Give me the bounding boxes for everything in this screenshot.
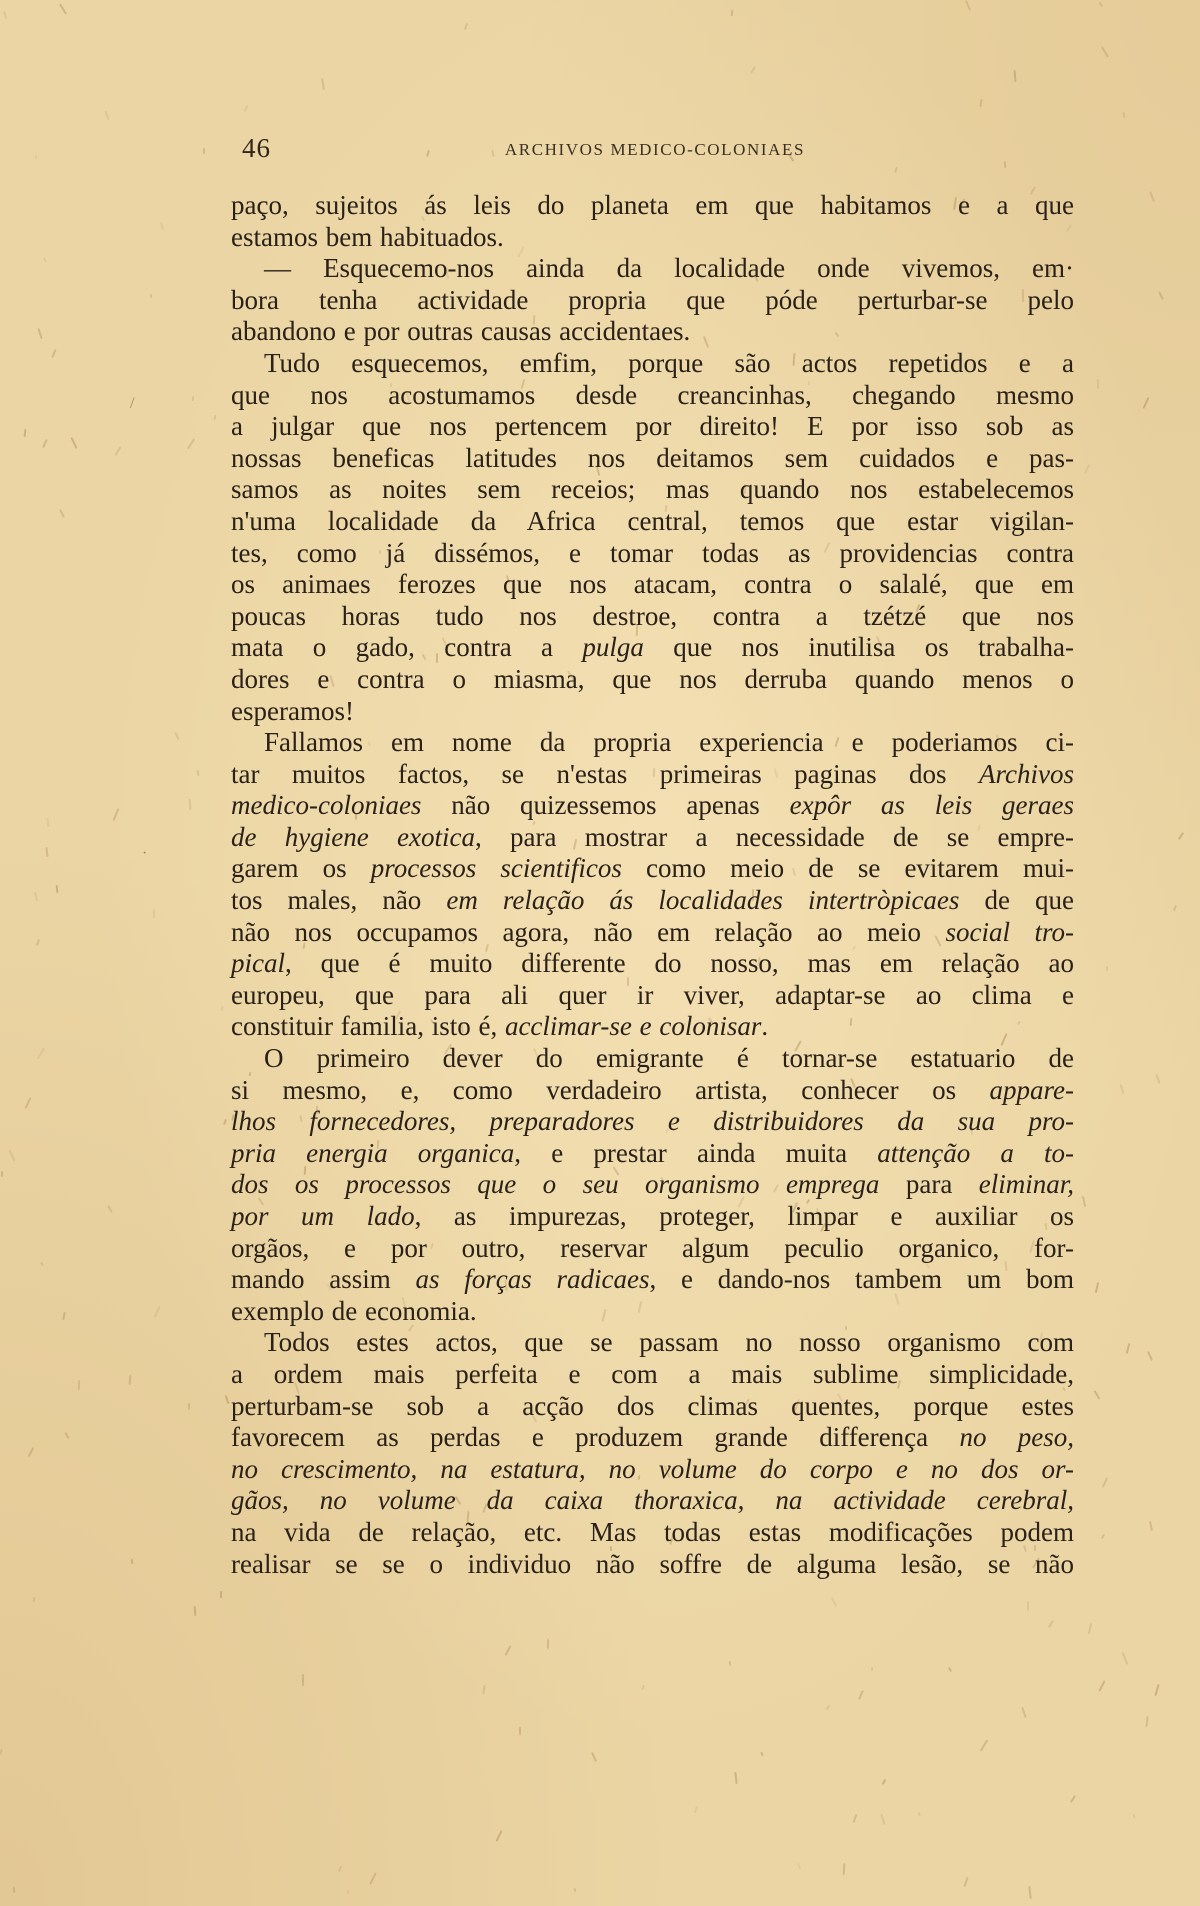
paper-fiber xyxy=(1158,291,1164,300)
paper-fiber xyxy=(347,1890,350,1894)
text-line xyxy=(231,885,1074,917)
paper-fiber xyxy=(853,1814,858,1823)
text-line xyxy=(231,759,1074,791)
paper-fiber xyxy=(1106,966,1109,971)
text-line xyxy=(231,1517,1074,1549)
text-line xyxy=(231,727,1074,759)
paper-fiber xyxy=(574,1888,577,1892)
text-line xyxy=(231,853,1074,885)
text-line xyxy=(231,538,1074,570)
text-segment: O primeiro dever do emigrante é tornar-se estatuario de xyxy=(264,1043,1074,1074)
text-segment: a julgar que nos pertencem por direito! E por isso sob as xyxy=(231,411,1074,442)
italic-text: dos os processos que o seu organismo emprega xyxy=(231,1169,880,1200)
paper-fiber xyxy=(965,0,971,11)
paper-fiber xyxy=(641,1685,645,1690)
paper-fiber xyxy=(51,349,56,358)
paper-fiber xyxy=(71,437,78,449)
paper-fiber xyxy=(220,1006,223,1011)
text-segment: abandono e por outras causas accidentaes. xyxy=(231,316,691,347)
paper-fiber xyxy=(464,23,468,30)
paper-fiber xyxy=(1084,464,1090,474)
text-line xyxy=(231,506,1074,538)
text-segment: , e prestar ainda muita xyxy=(514,1137,878,1168)
paper-fiber xyxy=(24,429,27,437)
text-line xyxy=(231,948,1074,980)
paper-fiber xyxy=(78,1380,81,1390)
text-segment: na vida de relação, etc. Mas todas estas modificações podem xyxy=(231,1516,1074,1547)
paper-fiber xyxy=(43,258,47,262)
text-segment: , que é muito differente do nosso, mas em relação ao xyxy=(285,948,1074,979)
margin-dot-mark: · xyxy=(142,845,148,862)
paper-fiber xyxy=(129,1375,132,1385)
page-number: 46 xyxy=(242,133,271,163)
text-segment: mando assim xyxy=(231,1264,416,1295)
paper-fiber xyxy=(225,1395,230,1404)
paper-fiber xyxy=(519,1727,521,1735)
text-line xyxy=(231,696,1074,728)
paper-fiber xyxy=(1155,1074,1160,1084)
paper-fiber xyxy=(197,770,200,776)
paper-fiber xyxy=(831,1597,837,1607)
paper-fiber xyxy=(1,1171,3,1177)
text-line xyxy=(231,1391,1074,1423)
text-line xyxy=(231,1549,1074,1581)
text-segment: , as impurezas, proteger, limpar e auxiliar os xyxy=(414,1201,1075,1231)
paper-fiber xyxy=(1145,1716,1148,1727)
paper-fiber xyxy=(1154,1684,1159,1696)
text-line xyxy=(231,285,1074,317)
text-segment: Tudo esquecemos, emfim, porque são actos repetidos e a xyxy=(264,347,1074,378)
text-segment: Fallamos em nome da propria experiencia e poderiamos ci- xyxy=(264,727,1074,758)
paper-fiber xyxy=(33,1597,36,1602)
text-segment: garem os xyxy=(231,853,371,884)
italic-text: medico-coloniaes xyxy=(231,790,422,821)
text-line xyxy=(231,380,1074,412)
text-line xyxy=(231,1327,1074,1359)
italic-text: por um lado xyxy=(231,1201,415,1231)
text-line xyxy=(231,1011,1074,1043)
text-segment: n'uma localidade da Africa central, temos que estar vigilan- xyxy=(231,505,1074,536)
paper-fiber xyxy=(220,1591,222,1598)
paper-fiber xyxy=(369,1872,376,1885)
paper-fiber xyxy=(482,1685,485,1694)
text-line xyxy=(231,190,1074,222)
paper-fiber xyxy=(843,1863,846,1875)
text-line xyxy=(231,411,1074,443)
paper-fiber xyxy=(731,10,733,16)
text-segment: tos males, não xyxy=(231,885,447,916)
paper-fiber xyxy=(37,328,42,339)
paper-fiber xyxy=(797,1863,801,1869)
paper-fiber xyxy=(150,294,153,298)
italic-text: Archivos xyxy=(979,758,1074,789)
text-segment: que nos acostumamos desde creancinhas, chegando mesmo xyxy=(231,379,1074,410)
text-line xyxy=(231,601,1074,633)
paper-fiber xyxy=(1082,1196,1086,1207)
text-segment: — Esquecemo-nos ainda da localidade onde vivemos, em· xyxy=(264,253,1074,284)
italic-text: attenção a to- xyxy=(877,1137,1075,1168)
text-line xyxy=(231,822,1074,854)
text-segment: realisar se se o individuo não soffre de alguma lesão, se não xyxy=(231,1548,1074,1579)
paper-fiber xyxy=(1027,1601,1029,1611)
paper-fiber xyxy=(1119,1084,1124,1094)
paper-fiber xyxy=(917,1812,921,1816)
paper-fiber xyxy=(948,1667,952,1672)
text-segment: bora tenha actividade propria que póde perturbar-se pelo xyxy=(231,284,1074,315)
paper-fiber xyxy=(1143,397,1150,409)
text-segment: , para mostrar a necessidade de se empre- xyxy=(474,821,1074,852)
paper-fiber xyxy=(244,105,249,112)
paper-fiber xyxy=(1013,70,1016,82)
italic-text: de hygiene exotica xyxy=(231,821,475,852)
text-line xyxy=(231,443,1074,475)
paper-fiber xyxy=(1122,1652,1129,1665)
paper-fiber xyxy=(187,438,195,449)
paper-fiber xyxy=(213,415,216,420)
paper-fiber xyxy=(1149,1521,1153,1531)
paper-fiber xyxy=(1095,1282,1099,1293)
text-segment: tes, como já dissémos, e tomar todas as providencias contra xyxy=(231,537,1074,568)
paper-fiber xyxy=(46,818,49,827)
paper-fiber xyxy=(882,1779,887,1785)
italic-text: no crescimento, na estatura, no volume do corpo e no dos or- xyxy=(231,1453,1074,1484)
paper-fiber xyxy=(113,808,120,821)
running-head xyxy=(240,133,1070,163)
text-line xyxy=(231,980,1074,1012)
paper-fiber xyxy=(1099,2,1103,7)
text-segment: não quizessemos apenas xyxy=(421,790,790,821)
text-segment: samos as noites sem receios; mas quando nos estabelecemos xyxy=(231,474,1074,505)
journal-title: ARCHIVOS MEDICO-COLONIAES xyxy=(504,140,806,159)
paper-fiber xyxy=(40,1262,44,1266)
italic-text: social tro- xyxy=(945,916,1075,947)
paper-fiber xyxy=(36,939,40,946)
paper-fiber xyxy=(1173,905,1177,911)
paper-fiber xyxy=(45,847,48,857)
text-segment: dores e contra o miasma, que nos derruba quando menos o xyxy=(231,663,1074,694)
italic-text: appare- xyxy=(989,1074,1074,1105)
paper-fiber xyxy=(750,66,756,74)
text-line xyxy=(231,1296,1074,1328)
paper-fiber xyxy=(591,1752,597,1762)
paper-fiber xyxy=(203,148,205,154)
text-line xyxy=(231,790,1074,822)
paper-fiber xyxy=(188,1403,190,1410)
text-segment: constituir familia, isto é, xyxy=(231,1011,505,1042)
paper-fiber xyxy=(729,1661,732,1666)
paper-fiber xyxy=(25,1097,32,1109)
paper-fiber xyxy=(0,1749,3,1755)
paper-fiber xyxy=(131,1559,134,1564)
italic-text: lhos fornecedores, preparadores e distribuidores da sua pro- xyxy=(231,1106,1074,1137)
paper-fiber xyxy=(59,509,65,518)
paper-fiber xyxy=(105,111,110,120)
paper-fiber xyxy=(1097,379,1099,389)
text-line xyxy=(231,474,1074,506)
paper-fiber xyxy=(858,1690,864,1700)
margin-pencil-mark: / xyxy=(130,395,135,412)
italic-text: acclimar-se e colonisar xyxy=(504,1011,762,1042)
paper-fiber xyxy=(495,1830,502,1842)
paper-fiber xyxy=(760,1752,763,1756)
text-segment: poucas horas tudo nos destroe, contra a tzétzé que nos xyxy=(231,600,1074,631)
paper-fiber xyxy=(302,1674,304,1686)
paper-fiber xyxy=(223,1119,227,1125)
paper-fiber xyxy=(894,167,898,173)
italic-text: em relação ás localidades intertròpicaes xyxy=(446,885,960,916)
paper-fiber xyxy=(963,1877,968,1887)
text-line xyxy=(231,1201,1074,1233)
text-line xyxy=(231,664,1074,696)
text-segment: que nos inutilisa os trabalha- xyxy=(643,632,1075,663)
text-line xyxy=(231,222,1074,254)
text-segment: europeu, que para ali quer ir viver, adaptar-se ao clima e xyxy=(231,979,1074,1010)
text-segment: os animaes ferozes que nos atacam, contra o salalé, que em xyxy=(231,569,1074,600)
text-segment: estamos bem habituados. xyxy=(231,221,504,252)
paper-fiber xyxy=(694,1806,698,1813)
italic-text: pical xyxy=(231,948,285,979)
text-segment: perturbam-se sob a acção dos climas quentes, porque estes xyxy=(231,1390,1074,1421)
paper-fiber xyxy=(1021,1707,1026,1718)
paper-fiber xyxy=(1098,1680,1105,1692)
paper-fiber xyxy=(115,446,122,456)
text-line xyxy=(231,917,1074,949)
paper-fiber xyxy=(338,1866,342,1872)
paper-fiber xyxy=(35,155,37,159)
text-line xyxy=(231,316,1074,348)
paper-fiber xyxy=(826,1705,830,1710)
text-line xyxy=(231,1264,1074,1296)
paper-fiber xyxy=(980,1739,989,1751)
text-segment: esperamos! xyxy=(231,695,354,726)
text-line xyxy=(231,1106,1074,1138)
text-segment: paço, sujeitos ás leis do planeta em que habitamos e a que xyxy=(231,190,1074,220)
paper-fiber xyxy=(1132,1814,1135,1818)
text-segment: . xyxy=(761,1011,769,1042)
paper-fiber xyxy=(56,885,59,893)
italic-text: processos scientificos xyxy=(370,853,622,884)
paper-fiber xyxy=(8,1149,15,1162)
paper-fiber xyxy=(59,3,67,14)
paper-fiber xyxy=(192,396,195,401)
paper-fiber xyxy=(1070,1795,1076,1803)
paper-fiber xyxy=(28,1447,34,1457)
paper-fiber xyxy=(734,1772,737,1784)
text-line xyxy=(231,1454,1074,1486)
paper-fiber xyxy=(153,909,155,918)
paper-fiber xyxy=(189,799,192,810)
italic-text: pria energia organica xyxy=(231,1137,515,1168)
text-line xyxy=(231,1169,1074,1201)
text-segment: , e dando-nos tambem um bom xyxy=(649,1264,1074,1295)
text-segment: nossas beneficas latitudes nos deitamos sem cuidados e pas- xyxy=(231,442,1074,473)
text-line xyxy=(231,348,1074,380)
text-line xyxy=(231,253,1074,285)
paper-fiber xyxy=(1102,1477,1108,1488)
text-segment: favorecem as perdas e produzem grande differença xyxy=(231,1422,960,1453)
text-segment: mata o gado, contra a xyxy=(231,632,583,663)
paper-fiber xyxy=(13,1887,16,1893)
text-line xyxy=(231,1233,1074,1265)
text-segment: não nos occupamos agora, não em relação ao meio xyxy=(231,916,946,947)
paper-fiber xyxy=(321,78,325,90)
paper-fiber xyxy=(37,1047,45,1059)
paper-fiber xyxy=(1048,1620,1054,1628)
text-segment: a ordem mais perfeita e com a mais sublime simplicidade, xyxy=(231,1358,1074,1389)
text-segment: tar muitos factos, se n'estas primeiras paginas dos xyxy=(231,758,980,789)
paper-fiber xyxy=(1004,161,1007,168)
italic-text: as forças radicaes xyxy=(415,1264,650,1295)
paper-fiber xyxy=(871,1667,873,1671)
body-text xyxy=(231,190,1074,1580)
text-line xyxy=(231,1422,1074,1454)
text-segment: orgãos, e por outro, reservar algum peculio organico, for- xyxy=(231,1232,1074,1263)
text-line xyxy=(231,632,1074,664)
italic-text: pulga xyxy=(582,632,644,663)
paper-fiber xyxy=(1147,1351,1153,1361)
italic-text: no peso, xyxy=(959,1422,1074,1453)
paper-fiber xyxy=(1094,1390,1101,1400)
paper-fiber xyxy=(3,11,7,19)
italic-text: eliminar, xyxy=(978,1169,1074,1200)
paper-fiber xyxy=(1028,1886,1031,1899)
text-segment: de que xyxy=(959,885,1074,916)
paper-fiber xyxy=(153,1306,160,1318)
paper-fiber xyxy=(880,1814,885,1825)
paper-fiber xyxy=(160,222,164,230)
paper-fiber xyxy=(174,732,179,740)
paper-fiber xyxy=(64,1432,69,1439)
paper-fiber xyxy=(547,1639,549,1649)
paper-fiber xyxy=(1149,191,1155,202)
paper-fiber xyxy=(1101,1534,1105,1539)
paper-fiber xyxy=(42,439,48,448)
text-segment: como meio de se evitarem mui- xyxy=(621,853,1075,884)
paper-fiber xyxy=(62,1312,65,1320)
paper-fiber xyxy=(1126,1343,1131,1354)
text-line xyxy=(231,569,1074,601)
paper-fiber xyxy=(505,1645,512,1656)
paper-fiber xyxy=(1101,46,1109,57)
text-line xyxy=(231,1043,1074,1075)
paper-fiber xyxy=(107,1205,113,1213)
text-line xyxy=(231,1075,1074,1107)
paper-fiber xyxy=(1178,832,1184,840)
text-segment: para xyxy=(879,1169,979,1200)
paper-fiber xyxy=(194,1606,197,1616)
paper-fiber xyxy=(979,99,982,107)
text-line xyxy=(231,1359,1074,1391)
text-line xyxy=(231,1138,1074,1170)
italic-text: gãos, no volume da caixa thoraxica, na actividade cerebral, xyxy=(231,1485,1074,1516)
paper-fiber xyxy=(1088,1623,1092,1634)
text-segment: exemplo de economia. xyxy=(231,1295,477,1326)
text-segment: Todos estes actos, que se passam no nosso organismo com xyxy=(264,1327,1074,1358)
paper-fiber xyxy=(1122,112,1125,118)
text-segment: si mesmo, e, como verdadeiro artista, conhecer os xyxy=(231,1074,990,1105)
text-line xyxy=(231,1485,1074,1517)
paper-fiber xyxy=(34,892,38,901)
italic-text: expôr as leis geraes xyxy=(789,790,1074,821)
